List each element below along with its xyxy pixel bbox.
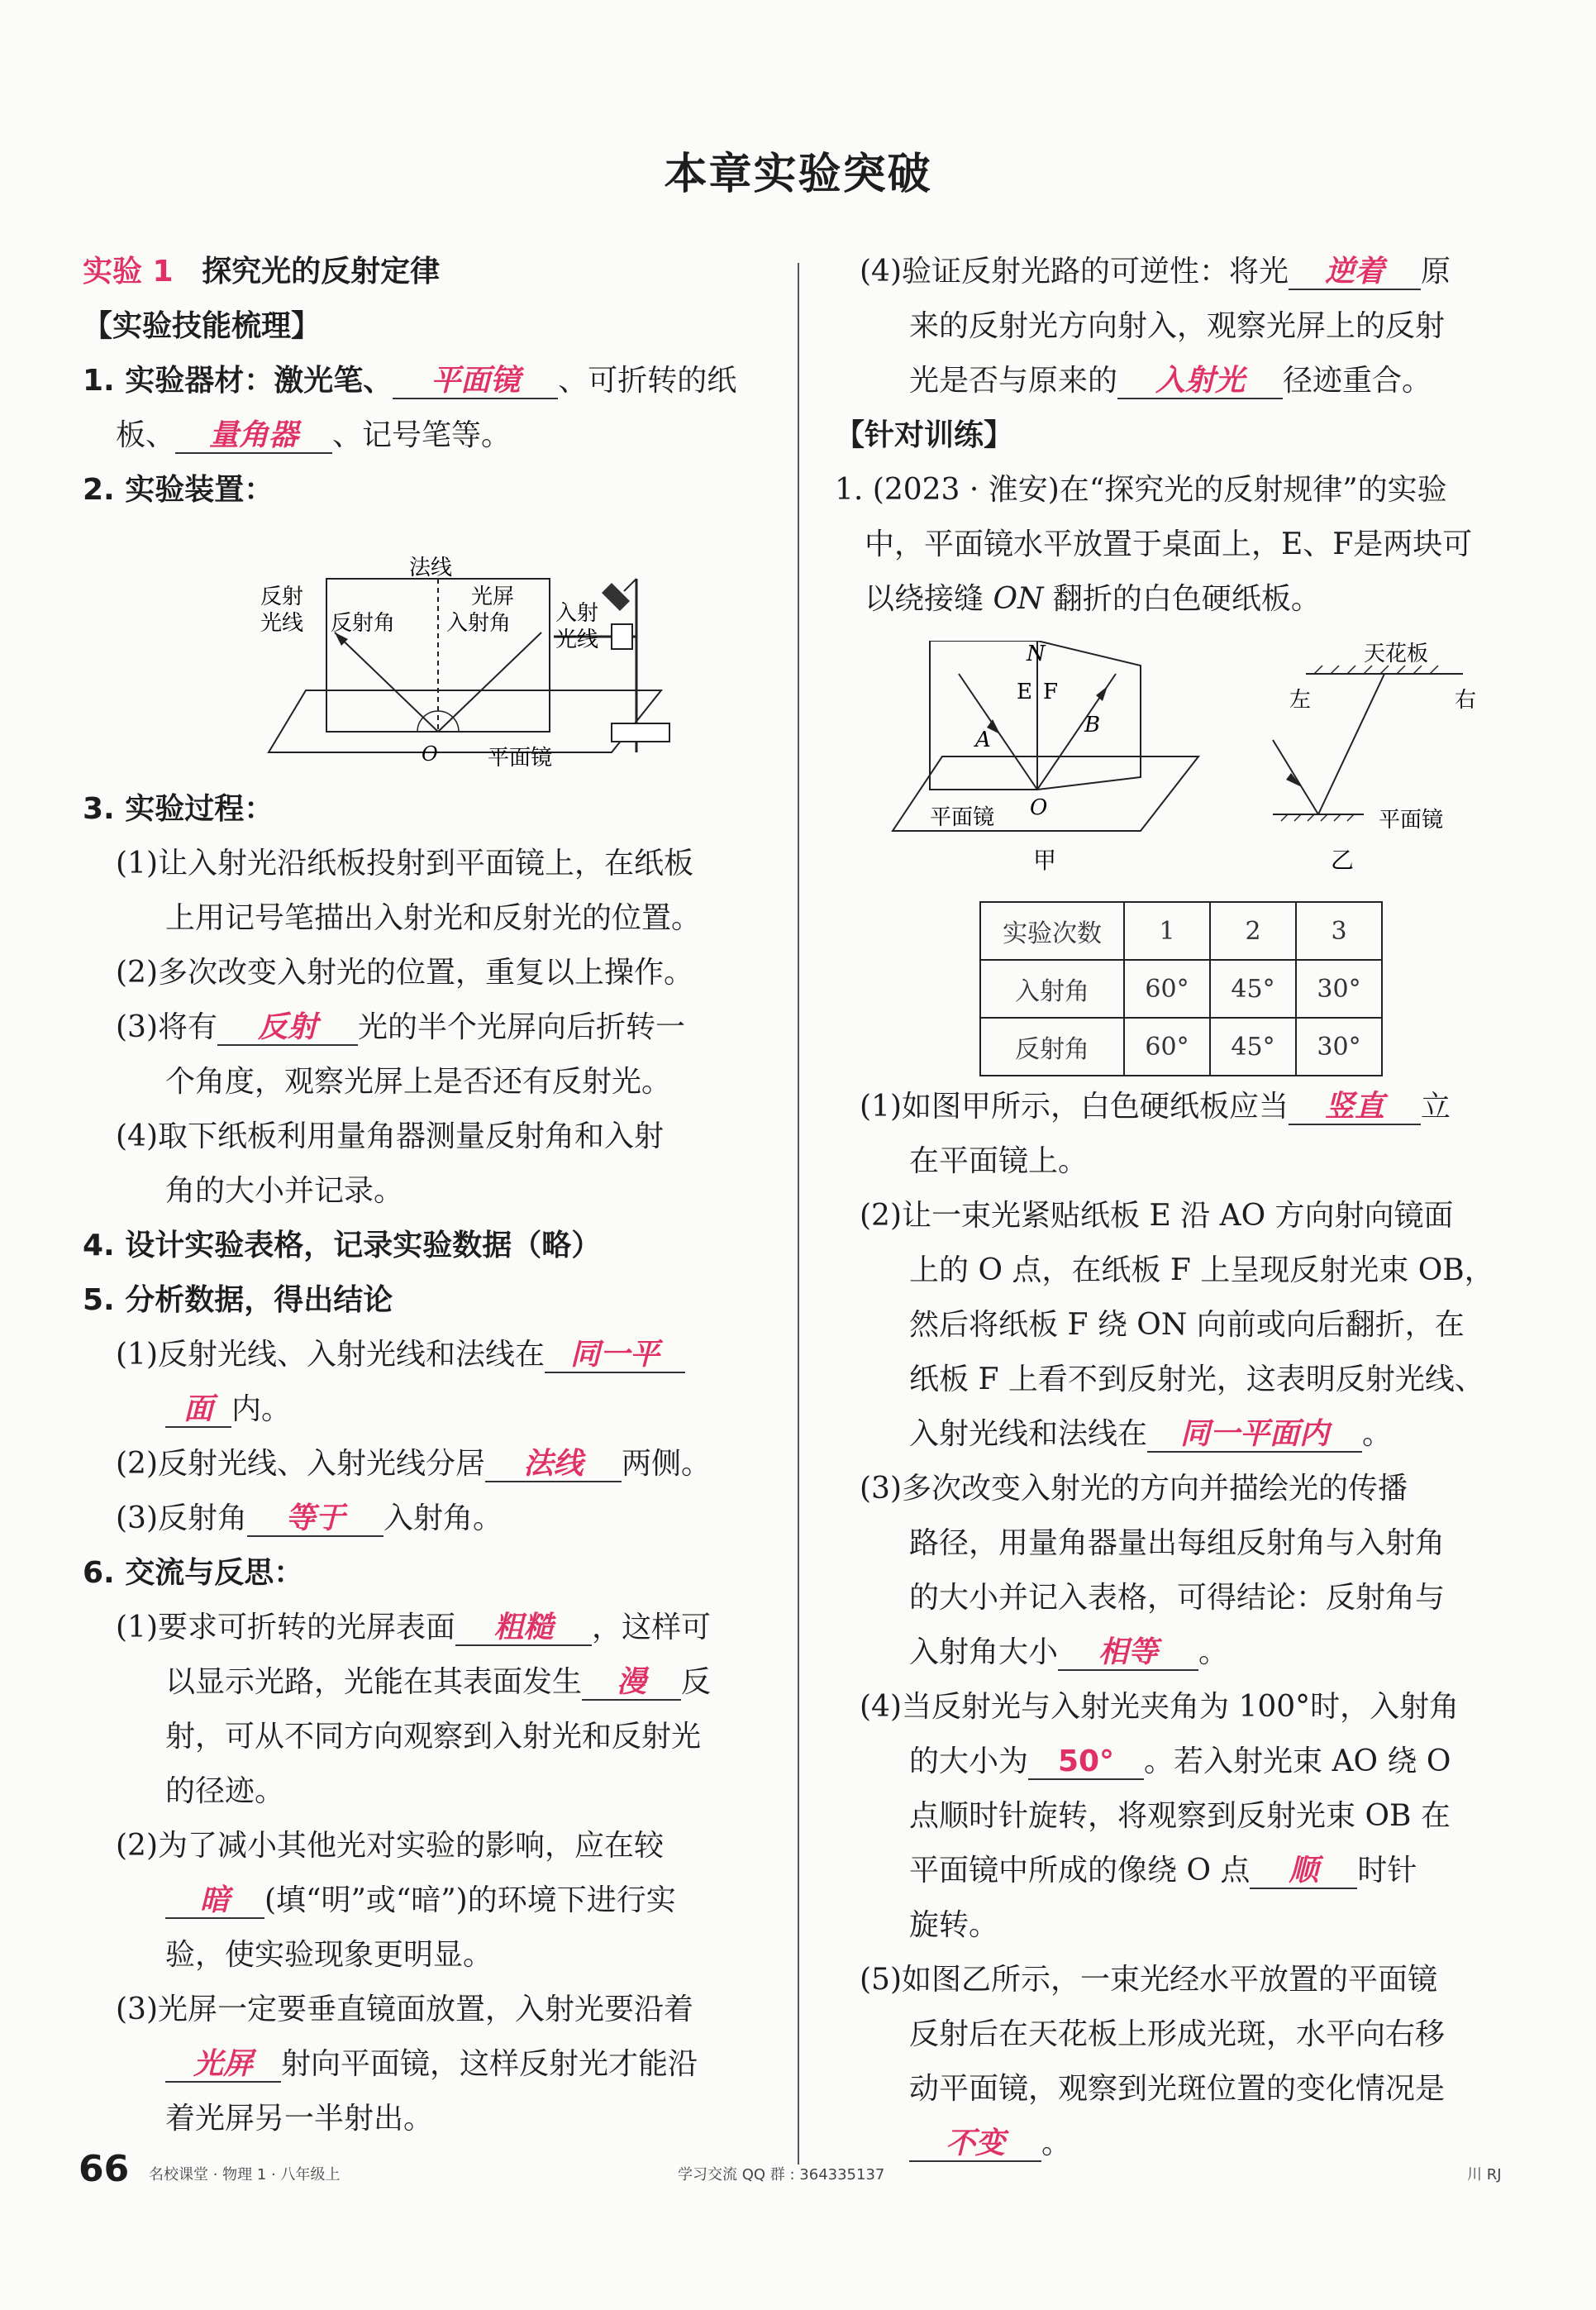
mirror-plane: [269, 690, 661, 752]
svg-text:O: O: [422, 742, 438, 766]
qq-group: 学习交流 QQ 群 : 364335137: [678, 2166, 885, 2184]
svg-text:B: B: [1084, 713, 1101, 737]
laser-pen: [602, 583, 630, 611]
training-heading: 【针对训练】: [835, 418, 1014, 452]
incident-ray: [438, 632, 541, 732]
svg-text:光线: 光线: [260, 611, 304, 636]
svg-text:平面镜: 平面镜: [1379, 808, 1444, 833]
answer-blank: 入射光: [1117, 365, 1283, 399]
svg-text:左: 左: [1289, 688, 1312, 713]
reflected-ray: [335, 632, 438, 732]
svg-text:入射: 入射: [555, 601, 599, 626]
experiment-heading: [83, 252, 440, 292]
answer-blank: 逆着: [1289, 255, 1421, 290]
svg-text:法线: 法线: [409, 556, 453, 580]
answer-blank: 顺: [1250, 1854, 1357, 1889]
svg-text:E: E: [1017, 680, 1032, 704]
svg-text:F: F: [1043, 680, 1059, 704]
page-title: 本章实验突破: [664, 150, 932, 199]
answer-blank: 竖直: [1289, 1091, 1421, 1125]
item-5-heading: 5. 分析数据，得出结论: [83, 1283, 393, 1317]
answer-blank: 粗糙: [455, 1611, 592, 1646]
apparatus-diagram: [248, 525, 711, 773]
svg-text:甲: 甲: [1033, 847, 1057, 874]
svg-text:右: 右: [1455, 688, 1477, 713]
answer-blank: 同一平面内: [1147, 1418, 1362, 1453]
svg-text:光线: 光线: [555, 628, 599, 652]
svg-text:反射角: 反射角: [331, 611, 396, 636]
reflected-ray-yi: [1318, 674, 1384, 814]
skills-heading: 【实验技能梳理】: [83, 309, 322, 343]
svg-text:N: N: [1027, 642, 1046, 666]
table-row: 入射角 60° 45° 30°: [980, 960, 1382, 1018]
column-divider: [798, 263, 799, 2164]
answer-blank: 相等: [1058, 1636, 1198, 1671]
incident-ray-yi: [1273, 740, 1318, 814]
svg-text:入射角: 入射角: [446, 611, 512, 636]
data-table: [979, 901, 1383, 1076]
answer-blank: 不变: [909, 2127, 1041, 2162]
page-number: 66: [79, 2148, 130, 2190]
answer-blank: 暗: [165, 1884, 264, 1919]
answer-blank: 平面镜: [393, 365, 558, 399]
table-row: 反射角 60° 45° 30°: [980, 1018, 1382, 1076]
svg-text:平面镜: 平面镜: [488, 746, 553, 771]
item-1-line-2: 板、 量角器 、记号笔等。: [116, 418, 512, 452]
svg-text:O: O: [1030, 795, 1048, 820]
table-row: 实验次数 1 2 3: [980, 902, 1382, 960]
svg-text:反射: 反射: [260, 585, 304, 609]
answer-blank: 面: [165, 1393, 231, 1428]
answer-blank: 等于: [247, 1502, 384, 1537]
item-2-heading: 2. 实验装置：: [83, 473, 274, 507]
svg-text:A: A: [975, 728, 991, 752]
answer-blank: 量角器: [175, 419, 332, 454]
figure-jia-yi: [884, 641, 1513, 881]
svg-text:光屏: 光屏: [471, 585, 515, 609]
item-6-heading: 6. 交流与反思：: [83, 1556, 304, 1590]
answer-blank: 漫: [582, 1666, 681, 1701]
experiment-number: 实验 1: [83, 255, 174, 289]
item-3-heading: 3. 实验过程：: [83, 792, 274, 826]
svg-text:平面镜: 平面镜: [930, 805, 995, 830]
answer-blank: 50°: [1028, 1745, 1144, 1780]
answer-blank: 光屏: [165, 2048, 281, 2083]
item-1-line-1: 1. 实验器材：激光笔、 平面镜 、可折转的纸: [83, 364, 737, 398]
experiment-title: 探究光的反射定律: [202, 255, 441, 289]
item-4-heading: 4. 设计实验表格，记录实验数据（略）: [83, 1229, 602, 1262]
svg-text:天花板: 天花板: [1364, 642, 1429, 666]
answer-blank: 反射: [217, 1011, 358, 1046]
stand-base: [612, 723, 669, 742]
svg-text:乙: 乙: [1331, 847, 1355, 874]
answer-blank: 同一平: [545, 1339, 685, 1373]
book-title: 名校课堂 · 物理 1 · 八年级上: [149, 2166, 341, 2184]
answer-blank: 法线: [485, 1448, 622, 1482]
edition-tag: 川 RJ: [1467, 2166, 1502, 2184]
